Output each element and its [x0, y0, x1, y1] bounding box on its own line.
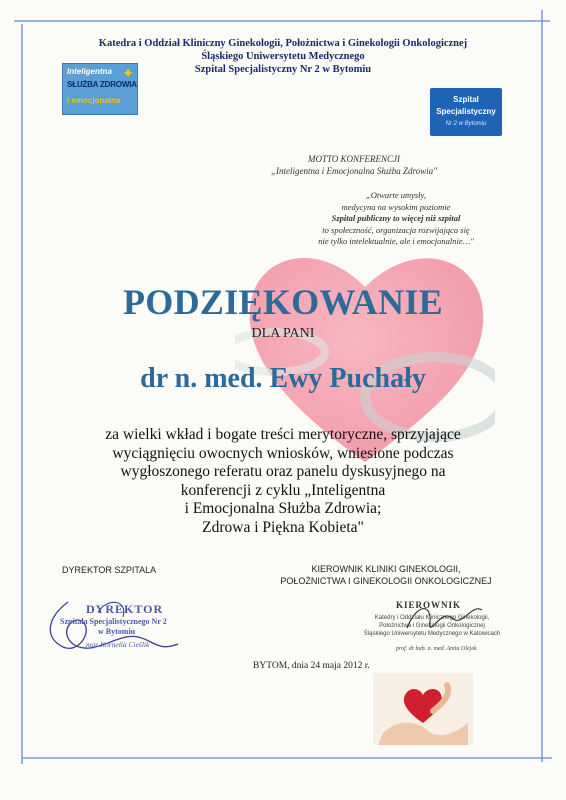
director-stamp-line-4: mgr Kornelia Cieślik	[86, 640, 150, 649]
acknowledgement-text	[60, 426, 506, 537]
quote-line-4: to społeczność, organizacja rozwijająca się	[322, 224, 470, 235]
body-line-6: Zdrowa i Piękna Kobieta"	[202, 518, 364, 536]
institution-line-2: Śląskiego Uniwersytetu Medycznego	[201, 51, 365, 62]
frame-top	[14, 20, 550, 22]
frame-bottom	[22, 757, 552, 759]
conference-logo	[62, 63, 138, 115]
conference-logo-line-1: Inteligentna	[67, 67, 112, 76]
institution-line-3: Szpital Specjalistyczny Nr 2 w Bytomiu	[194, 64, 372, 75]
hands-heart-photo	[373, 673, 473, 745]
body-line-5: i Emocjonalna Służba Zdrowia;	[184, 500, 382, 517]
motto-quote	[290, 190, 502, 248]
head-of-clinic-title	[266, 563, 506, 587]
quote-line-5: nie tylko intelektualnie, ale i emocjonalnie…"	[318, 236, 474, 246]
quote-line-3: Szpital publiczny to więcej niż szpital	[331, 213, 461, 223]
motto-text: „Inteligentna i Emocjonalna Służba Zdrowia"	[271, 166, 437, 176]
body-line-3: wygłoszonego referatu oraz panelu dyskusyjnego na	[120, 463, 446, 480]
head-stamp-line-1: KIEROWNIK	[396, 600, 462, 610]
head-stamp-line-2: Katedry i Oddziału Klinicznego Ginekologii,	[374, 615, 490, 621]
director-title: DYREKTOR SZPITALA	[62, 565, 157, 575]
body-line-1: za wielki wkład i bogate treści merytoryczne, sprzyjające	[105, 426, 461, 443]
quote-line-2: medycyna na wysokim poziomie	[341, 201, 451, 212]
body-line-2: wyciągnięciu owocnych wniosków, wniesione podczas	[112, 444, 454, 462]
head-title-line-1: KIEROWNIK KLINIKI GINEKOLOGII,	[311, 564, 461, 574]
head-stamp-line-4: Śląskiego Uniwersytetu Medycznego w Katowicach	[363, 631, 501, 637]
head-stamp-line-3: Położnictwa i Ginekologii Onkologicznej	[379, 623, 485, 629]
motto-label: MOTTO KONFERENCJI	[307, 154, 401, 164]
director-stamp	[38, 592, 188, 662]
recipient-name: dr n. med. Ewy Puchały	[140, 363, 426, 394]
certificate-title: PODZIĘKOWANIE	[123, 282, 443, 322]
head-stamp-line-5: prof. dr hab. n. med. Anita Olejek	[396, 646, 477, 652]
conference-logo-line-3: i emocjonalna	[67, 96, 121, 105]
head-title-line-2: POŁOŻNICTWA I GINEKOLOGII ONKOLOGICZNEJ	[280, 576, 492, 586]
hospital-logo	[430, 88, 502, 136]
quote-line-1: „Otwarte umysły,	[366, 190, 426, 200]
hospital-logo-line-1: Szpital	[453, 95, 479, 104]
institution-line-1: Katedra i Oddział Kliniczny Ginekologii, Położnictwa i Ginekologii Onkologicznej	[98, 38, 468, 49]
body-line-4: konferencji z cyklu „Inteligentna	[180, 481, 386, 499]
hospital-logo-line-2: Specjalistyczny	[436, 107, 496, 116]
conference-logo-line-2: SŁUŻBA ZDROWIA	[67, 80, 137, 89]
certificate-subtitle: DLA PANI	[251, 326, 315, 341]
hospital-logo-line-3: Nr 2 w Bytomiu	[445, 121, 487, 127]
director-stamp-line-1: DYREKTOR	[86, 602, 164, 616]
head-of-clinic-stamp	[362, 598, 502, 658]
director-stamp-line-2: Szpitala Specjalistycznego Nr 2	[60, 617, 167, 626]
director-stamp-line-3: w Bytomiu	[98, 627, 136, 636]
conference-motto	[244, 153, 464, 177]
place-and-date: BYTOM, dnia 24 maja 2012 r.	[253, 661, 370, 671]
heart-in-hands-icon	[373, 673, 473, 745]
bird-icon: ✦	[122, 67, 134, 82]
